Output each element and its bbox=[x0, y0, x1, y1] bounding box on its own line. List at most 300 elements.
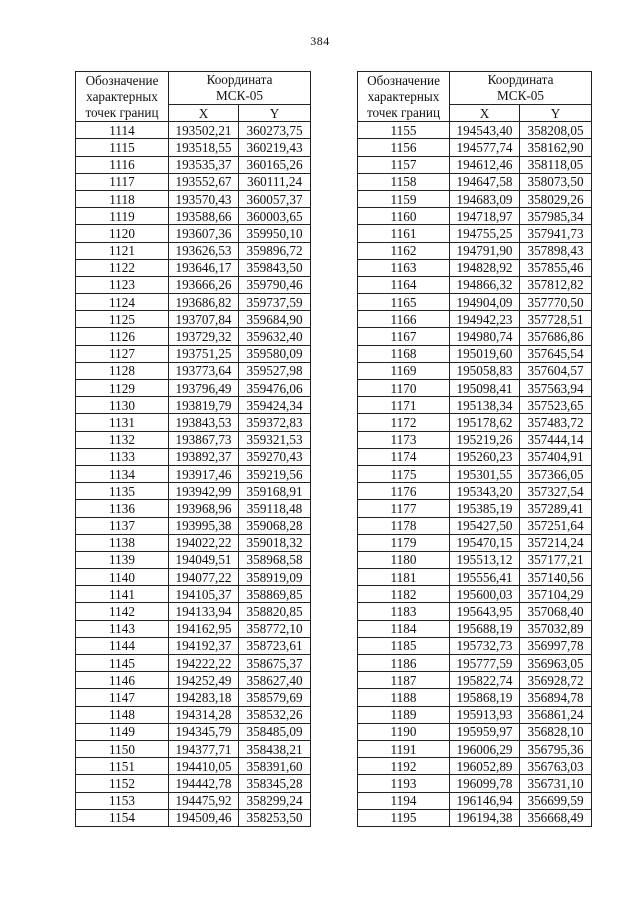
point-id-cell: 1152 bbox=[76, 775, 169, 792]
y-coordinate-cell: 358118,05 bbox=[520, 156, 592, 173]
table-row bbox=[358, 603, 592, 620]
header-y: Y bbox=[239, 105, 311, 122]
y-coordinate-cell: 357941,73 bbox=[520, 225, 592, 242]
x-coordinate-cell: 195777,59 bbox=[450, 655, 520, 672]
y-coordinate-cell: 358438,21 bbox=[239, 740, 311, 757]
table-row bbox=[358, 465, 592, 482]
point-id-cell: 1171 bbox=[358, 397, 450, 414]
point-id-cell: 1154 bbox=[76, 809, 169, 826]
x-coordinate-cell: 193995,38 bbox=[169, 517, 239, 534]
y-coordinate-cell: 357483,72 bbox=[520, 414, 592, 431]
table-row bbox=[76, 122, 311, 139]
table-row bbox=[358, 637, 592, 654]
y-coordinate-cell: 357985,34 bbox=[520, 208, 592, 225]
point-id-cell: 1172 bbox=[358, 414, 450, 431]
x-coordinate-cell: 193751,25 bbox=[169, 345, 239, 362]
y-coordinate-cell: 359843,50 bbox=[239, 259, 311, 276]
point-id-cell: 1195 bbox=[358, 809, 450, 826]
x-coordinate-cell: 193729,32 bbox=[169, 328, 239, 345]
point-id-cell: 1147 bbox=[76, 689, 169, 706]
table-row bbox=[76, 465, 311, 482]
point-id-cell: 1175 bbox=[358, 465, 450, 482]
point-id-cell: 1125 bbox=[76, 311, 169, 328]
point-id-cell: 1149 bbox=[76, 723, 169, 740]
y-coordinate-cell: 357032,89 bbox=[520, 620, 592, 637]
x-coordinate-cell: 193570,43 bbox=[169, 190, 239, 207]
point-id-cell: 1136 bbox=[76, 500, 169, 517]
table-row bbox=[76, 448, 311, 465]
header-y: Y bbox=[520, 105, 592, 122]
point-id-cell: 1130 bbox=[76, 397, 169, 414]
y-coordinate-cell: 356963,05 bbox=[520, 655, 592, 672]
x-coordinate-cell: 195385,19 bbox=[450, 500, 520, 517]
point-id-cell: 1164 bbox=[358, 276, 450, 293]
table-row bbox=[76, 431, 311, 448]
y-coordinate-cell: 357251,64 bbox=[520, 517, 592, 534]
x-coordinate-cell: 195688,19 bbox=[450, 620, 520, 637]
point-id-cell: 1150 bbox=[76, 740, 169, 757]
table-row bbox=[76, 723, 311, 740]
table-row bbox=[76, 792, 311, 809]
x-coordinate-cell: 194755,25 bbox=[450, 225, 520, 242]
table-row bbox=[358, 242, 592, 259]
point-id-cell: 1126 bbox=[76, 328, 169, 345]
point-id-cell: 1158 bbox=[358, 173, 450, 190]
point-id-cell: 1188 bbox=[358, 689, 450, 706]
table-row bbox=[76, 156, 311, 173]
y-coordinate-cell: 359950,10 bbox=[239, 225, 311, 242]
table-row bbox=[358, 534, 592, 551]
y-coordinate-cell: 359527,98 bbox=[239, 362, 311, 379]
x-coordinate-cell: 195178,62 bbox=[450, 414, 520, 431]
y-coordinate-cell: 359219,56 bbox=[239, 465, 311, 482]
x-coordinate-cell: 194410,05 bbox=[169, 758, 239, 775]
table-row bbox=[358, 551, 592, 568]
table-row bbox=[358, 517, 592, 534]
x-coordinate-cell: 195343,20 bbox=[450, 483, 520, 500]
x-coordinate-cell: 194022,22 bbox=[169, 534, 239, 551]
table-row bbox=[358, 706, 592, 723]
point-id-cell: 1156 bbox=[358, 139, 450, 156]
point-id-cell: 1163 bbox=[358, 259, 450, 276]
table-row bbox=[358, 225, 592, 242]
point-id-cell: 1119 bbox=[76, 208, 169, 225]
point-id-cell: 1124 bbox=[76, 294, 169, 311]
x-coordinate-cell: 196146,94 bbox=[450, 792, 520, 809]
y-coordinate-cell: 358723,61 bbox=[239, 637, 311, 654]
y-coordinate-cell: 358579,69 bbox=[239, 689, 311, 706]
point-id-cell: 1143 bbox=[76, 620, 169, 637]
point-id-cell: 1140 bbox=[76, 569, 169, 586]
y-coordinate-cell: 358253,50 bbox=[239, 809, 311, 826]
point-id-cell: 1179 bbox=[358, 534, 450, 551]
header-coordinate-system bbox=[450, 72, 592, 105]
point-id-cell: 1128 bbox=[76, 362, 169, 379]
table-row bbox=[358, 139, 592, 156]
table-row bbox=[76, 534, 311, 551]
x-coordinate-cell: 194509,46 bbox=[169, 809, 239, 826]
y-coordinate-cell: 360111,24 bbox=[239, 173, 311, 190]
x-coordinate-cell: 193892,37 bbox=[169, 448, 239, 465]
y-coordinate-cell: 356699,59 bbox=[520, 792, 592, 809]
table-row bbox=[358, 156, 592, 173]
header-coordinate-system bbox=[169, 72, 311, 105]
point-id-cell: 1193 bbox=[358, 775, 450, 792]
x-coordinate-cell: 193607,36 bbox=[169, 225, 239, 242]
table-body bbox=[358, 122, 592, 827]
table-row bbox=[76, 362, 311, 379]
point-id-cell: 1118 bbox=[76, 190, 169, 207]
y-coordinate-cell: 358532,26 bbox=[239, 706, 311, 723]
table-row bbox=[76, 294, 311, 311]
point-id-cell: 1121 bbox=[76, 242, 169, 259]
y-coordinate-cell: 357214,24 bbox=[520, 534, 592, 551]
y-coordinate-cell: 358675,37 bbox=[239, 655, 311, 672]
x-coordinate-cell: 193917,46 bbox=[169, 465, 239, 482]
x-coordinate-cell: 195219,26 bbox=[450, 431, 520, 448]
point-id-cell: 1167 bbox=[358, 328, 450, 345]
point-id-cell: 1194 bbox=[358, 792, 450, 809]
x-coordinate-cell: 193773,64 bbox=[169, 362, 239, 379]
table-row bbox=[76, 603, 311, 620]
y-coordinate-cell: 359168,91 bbox=[239, 483, 311, 500]
coordinates-table-right bbox=[357, 71, 592, 827]
table-row bbox=[76, 225, 311, 242]
point-id-cell: 1170 bbox=[358, 380, 450, 397]
y-coordinate-cell: 358869,85 bbox=[239, 586, 311, 603]
table-row bbox=[358, 620, 592, 637]
y-coordinate-cell: 357404,91 bbox=[520, 448, 592, 465]
point-id-cell: 1114 bbox=[76, 122, 169, 139]
y-coordinate-cell: 359424,34 bbox=[239, 397, 311, 414]
table-row bbox=[76, 689, 311, 706]
table-row bbox=[358, 294, 592, 311]
y-coordinate-cell: 357444,14 bbox=[520, 431, 592, 448]
y-coordinate-cell: 359684,90 bbox=[239, 311, 311, 328]
table-row bbox=[358, 362, 592, 379]
table-row bbox=[76, 483, 311, 500]
y-coordinate-cell: 358627,40 bbox=[239, 672, 311, 689]
table-row bbox=[358, 758, 592, 775]
point-id-cell: 1116 bbox=[76, 156, 169, 173]
x-coordinate-cell: 196006,29 bbox=[450, 740, 520, 757]
point-id-cell: 1182 bbox=[358, 586, 450, 603]
point-id-cell: 1184 bbox=[358, 620, 450, 637]
y-coordinate-cell: 358391,60 bbox=[239, 758, 311, 775]
y-coordinate-cell: 357898,43 bbox=[520, 242, 592, 259]
x-coordinate-cell: 194904,09 bbox=[450, 294, 520, 311]
x-coordinate-cell: 195913,93 bbox=[450, 706, 520, 723]
x-coordinate-cell: 193626,53 bbox=[169, 242, 239, 259]
y-coordinate-cell: 359018,32 bbox=[239, 534, 311, 551]
x-coordinate-cell: 193796,49 bbox=[169, 380, 239, 397]
x-coordinate-cell: 195822,74 bbox=[450, 672, 520, 689]
point-id-cell: 1117 bbox=[76, 173, 169, 190]
table-row bbox=[358, 448, 592, 465]
x-coordinate-cell: 195470,15 bbox=[450, 534, 520, 551]
point-id-cell: 1159 bbox=[358, 190, 450, 207]
point-id-cell: 1122 bbox=[76, 259, 169, 276]
y-coordinate-cell: 357140,56 bbox=[520, 569, 592, 586]
table-row bbox=[76, 586, 311, 603]
header-x: X bbox=[169, 105, 239, 122]
y-coordinate-cell: 360057,37 bbox=[239, 190, 311, 207]
y-coordinate-cell: 359632,40 bbox=[239, 328, 311, 345]
point-id-cell: 1189 bbox=[358, 706, 450, 723]
y-coordinate-cell: 356668,49 bbox=[520, 809, 592, 826]
table-row bbox=[358, 311, 592, 328]
point-id-cell: 1123 bbox=[76, 276, 169, 293]
x-coordinate-cell: 194683,09 bbox=[450, 190, 520, 207]
table-row bbox=[76, 775, 311, 792]
point-id-cell: 1180 bbox=[358, 551, 450, 568]
y-coordinate-cell: 360003,65 bbox=[239, 208, 311, 225]
y-coordinate-cell: 356928,72 bbox=[520, 672, 592, 689]
x-coordinate-cell: 195732,73 bbox=[450, 637, 520, 654]
x-coordinate-cell: 195513,12 bbox=[450, 551, 520, 568]
table-row bbox=[358, 483, 592, 500]
y-coordinate-cell: 357523,65 bbox=[520, 397, 592, 414]
table-row bbox=[358, 672, 592, 689]
table-row bbox=[358, 569, 592, 586]
y-coordinate-cell: 357645,54 bbox=[520, 345, 592, 362]
y-coordinate-cell: 359737,59 bbox=[239, 294, 311, 311]
x-coordinate-cell: 194314,28 bbox=[169, 706, 239, 723]
x-coordinate-cell: 196099,78 bbox=[450, 775, 520, 792]
table-row bbox=[358, 190, 592, 207]
header-coordinate-system-name: МСК-05 bbox=[497, 88, 544, 103]
x-coordinate-cell: 193686,82 bbox=[169, 294, 239, 311]
x-coordinate-cell: 193502,21 bbox=[169, 122, 239, 139]
x-coordinate-cell: 193518,55 bbox=[169, 139, 239, 156]
table-row bbox=[76, 259, 311, 276]
y-coordinate-cell: 357289,41 bbox=[520, 500, 592, 517]
x-coordinate-cell: 196052,89 bbox=[450, 758, 520, 775]
y-coordinate-cell: 358162,90 bbox=[520, 139, 592, 156]
x-coordinate-cell: 193646,17 bbox=[169, 259, 239, 276]
x-coordinate-cell: 193666,26 bbox=[169, 276, 239, 293]
x-coordinate-cell: 193819,79 bbox=[169, 397, 239, 414]
y-coordinate-cell: 357366,05 bbox=[520, 465, 592, 482]
point-id-cell: 1145 bbox=[76, 655, 169, 672]
table-row bbox=[76, 637, 311, 654]
point-id-cell: 1151 bbox=[76, 758, 169, 775]
point-id-cell: 1144 bbox=[76, 637, 169, 654]
table-row bbox=[76, 276, 311, 293]
table-row bbox=[76, 569, 311, 586]
y-coordinate-cell: 359580,09 bbox=[239, 345, 311, 362]
point-id-cell: 1165 bbox=[358, 294, 450, 311]
table-row bbox=[76, 706, 311, 723]
y-coordinate-cell: 357728,51 bbox=[520, 311, 592, 328]
y-coordinate-cell: 360165,26 bbox=[239, 156, 311, 173]
table-row bbox=[76, 620, 311, 637]
point-id-cell: 1153 bbox=[76, 792, 169, 809]
x-coordinate-cell: 194049,51 bbox=[169, 551, 239, 568]
table-row bbox=[358, 345, 592, 362]
point-id-cell: 1166 bbox=[358, 311, 450, 328]
point-id-cell: 1131 bbox=[76, 414, 169, 431]
y-coordinate-cell: 357327,54 bbox=[520, 483, 592, 500]
point-id-cell: 1192 bbox=[358, 758, 450, 775]
table-row bbox=[76, 517, 311, 534]
table-row bbox=[358, 775, 592, 792]
x-coordinate-cell: 196194,38 bbox=[450, 809, 520, 826]
x-coordinate-cell: 193552,67 bbox=[169, 173, 239, 190]
y-coordinate-cell: 360219,43 bbox=[239, 139, 311, 156]
y-coordinate-cell: 358820,85 bbox=[239, 603, 311, 620]
table-row bbox=[358, 655, 592, 672]
y-coordinate-cell: 356828,10 bbox=[520, 723, 592, 740]
x-coordinate-cell: 194612,46 bbox=[450, 156, 520, 173]
x-coordinate-cell: 194475,92 bbox=[169, 792, 239, 809]
table-row bbox=[76, 380, 311, 397]
x-coordinate-cell: 193843,53 bbox=[169, 414, 239, 431]
x-coordinate-cell: 194718,97 bbox=[450, 208, 520, 225]
y-coordinate-cell: 359270,43 bbox=[239, 448, 311, 465]
y-coordinate-cell: 357104,29 bbox=[520, 586, 592, 603]
point-id-cell: 1157 bbox=[358, 156, 450, 173]
table-row bbox=[76, 311, 311, 328]
point-id-cell: 1183 bbox=[358, 603, 450, 620]
point-id-cell: 1190 bbox=[358, 723, 450, 740]
y-coordinate-cell: 358772,10 bbox=[239, 620, 311, 637]
x-coordinate-cell: 195959,97 bbox=[450, 723, 520, 740]
point-id-cell: 1142 bbox=[76, 603, 169, 620]
table-row bbox=[358, 328, 592, 345]
table-row bbox=[358, 414, 592, 431]
y-coordinate-cell: 359476,06 bbox=[239, 380, 311, 397]
y-coordinate-cell: 357563,94 bbox=[520, 380, 592, 397]
table-row bbox=[76, 809, 311, 826]
table-row bbox=[358, 500, 592, 517]
table-row bbox=[76, 551, 311, 568]
table-row bbox=[358, 792, 592, 809]
table-row bbox=[358, 586, 592, 603]
point-id-cell: 1120 bbox=[76, 225, 169, 242]
x-coordinate-cell: 193588,66 bbox=[169, 208, 239, 225]
table-row bbox=[358, 122, 592, 139]
x-coordinate-cell: 193968,96 bbox=[169, 500, 239, 517]
point-id-cell: 1191 bbox=[358, 740, 450, 757]
x-coordinate-cell: 195643,95 bbox=[450, 603, 520, 620]
y-coordinate-cell: 358919,09 bbox=[239, 569, 311, 586]
y-coordinate-cell: 357686,86 bbox=[520, 328, 592, 345]
y-coordinate-cell: 356731,10 bbox=[520, 775, 592, 792]
x-coordinate-cell: 194283,18 bbox=[169, 689, 239, 706]
table-row bbox=[76, 208, 311, 225]
y-coordinate-cell: 359790,46 bbox=[239, 276, 311, 293]
x-coordinate-cell: 194647,58 bbox=[450, 173, 520, 190]
y-coordinate-cell: 356795,36 bbox=[520, 740, 592, 757]
x-coordinate-cell: 195260,23 bbox=[450, 448, 520, 465]
point-id-cell: 1162 bbox=[358, 242, 450, 259]
x-coordinate-cell: 195556,41 bbox=[450, 569, 520, 586]
point-id-cell: 1181 bbox=[358, 569, 450, 586]
y-coordinate-cell: 358073,50 bbox=[520, 173, 592, 190]
point-id-cell: 1160 bbox=[358, 208, 450, 225]
y-coordinate-cell: 358299,24 bbox=[239, 792, 311, 809]
table-row bbox=[76, 242, 311, 259]
x-coordinate-cell: 193867,73 bbox=[169, 431, 239, 448]
table-row bbox=[76, 758, 311, 775]
table-row bbox=[76, 139, 311, 156]
point-id-cell: 1132 bbox=[76, 431, 169, 448]
x-coordinate-cell: 193942,99 bbox=[169, 483, 239, 500]
table-row bbox=[76, 414, 311, 431]
table-row bbox=[76, 190, 311, 207]
point-id-cell: 1141 bbox=[76, 586, 169, 603]
table-row bbox=[76, 397, 311, 414]
x-coordinate-cell: 194077,22 bbox=[169, 569, 239, 586]
x-coordinate-cell: 194192,37 bbox=[169, 637, 239, 654]
point-id-cell: 1186 bbox=[358, 655, 450, 672]
y-coordinate-cell: 359118,48 bbox=[239, 500, 311, 517]
y-coordinate-cell: 356763,03 bbox=[520, 758, 592, 775]
x-coordinate-cell: 194577,74 bbox=[450, 139, 520, 156]
coordinates-table-left bbox=[75, 71, 311, 827]
x-coordinate-cell: 195019,60 bbox=[450, 345, 520, 362]
y-coordinate-cell: 356997,78 bbox=[520, 637, 592, 654]
point-id-cell: 1115 bbox=[76, 139, 169, 156]
point-id-cell: 1129 bbox=[76, 380, 169, 397]
table-row bbox=[76, 740, 311, 757]
point-id-cell: 1187 bbox=[358, 672, 450, 689]
y-coordinate-cell: 357068,40 bbox=[520, 603, 592, 620]
point-id-cell: 1174 bbox=[358, 448, 450, 465]
header-point-label: Обозначение характерных точек границ bbox=[76, 72, 169, 122]
x-coordinate-cell: 195600,03 bbox=[450, 586, 520, 603]
header-coordinate-system-name: МСК-05 bbox=[216, 88, 263, 103]
point-id-cell: 1155 bbox=[358, 122, 450, 139]
table-row bbox=[358, 689, 592, 706]
x-coordinate-cell: 194377,71 bbox=[169, 740, 239, 757]
point-id-cell: 1134 bbox=[76, 465, 169, 482]
point-id-cell: 1133 bbox=[76, 448, 169, 465]
point-id-cell: 1137 bbox=[76, 517, 169, 534]
point-id-cell: 1169 bbox=[358, 362, 450, 379]
y-coordinate-cell: 359896,72 bbox=[239, 242, 311, 259]
y-coordinate-cell: 357177,21 bbox=[520, 551, 592, 568]
x-coordinate-cell: 194442,78 bbox=[169, 775, 239, 792]
point-id-cell: 1146 bbox=[76, 672, 169, 689]
y-coordinate-cell: 356894,78 bbox=[520, 689, 592, 706]
y-coordinate-cell: 360273,75 bbox=[239, 122, 311, 139]
x-coordinate-cell: 194942,23 bbox=[450, 311, 520, 328]
point-id-cell: 1139 bbox=[76, 551, 169, 568]
table-row bbox=[76, 672, 311, 689]
point-id-cell: 1177 bbox=[358, 500, 450, 517]
x-coordinate-cell: 194133,94 bbox=[169, 603, 239, 620]
point-id-cell: 1176 bbox=[358, 483, 450, 500]
y-coordinate-cell: 357855,46 bbox=[520, 259, 592, 276]
table-row bbox=[358, 723, 592, 740]
x-coordinate-cell: 195138,34 bbox=[450, 397, 520, 414]
table-row bbox=[358, 740, 592, 757]
y-coordinate-cell: 359372,83 bbox=[239, 414, 311, 431]
table-row bbox=[358, 276, 592, 293]
y-coordinate-cell: 358029,26 bbox=[520, 190, 592, 207]
x-coordinate-cell: 194105,37 bbox=[169, 586, 239, 603]
point-id-cell: 1127 bbox=[76, 345, 169, 362]
table-row bbox=[358, 397, 592, 414]
y-coordinate-cell: 357770,50 bbox=[520, 294, 592, 311]
table-row bbox=[76, 328, 311, 345]
x-coordinate-cell: 194866,32 bbox=[450, 276, 520, 293]
header-coordinate-title: Координата bbox=[206, 72, 273, 87]
y-coordinate-cell: 357812,82 bbox=[520, 276, 592, 293]
table-row bbox=[76, 655, 311, 672]
